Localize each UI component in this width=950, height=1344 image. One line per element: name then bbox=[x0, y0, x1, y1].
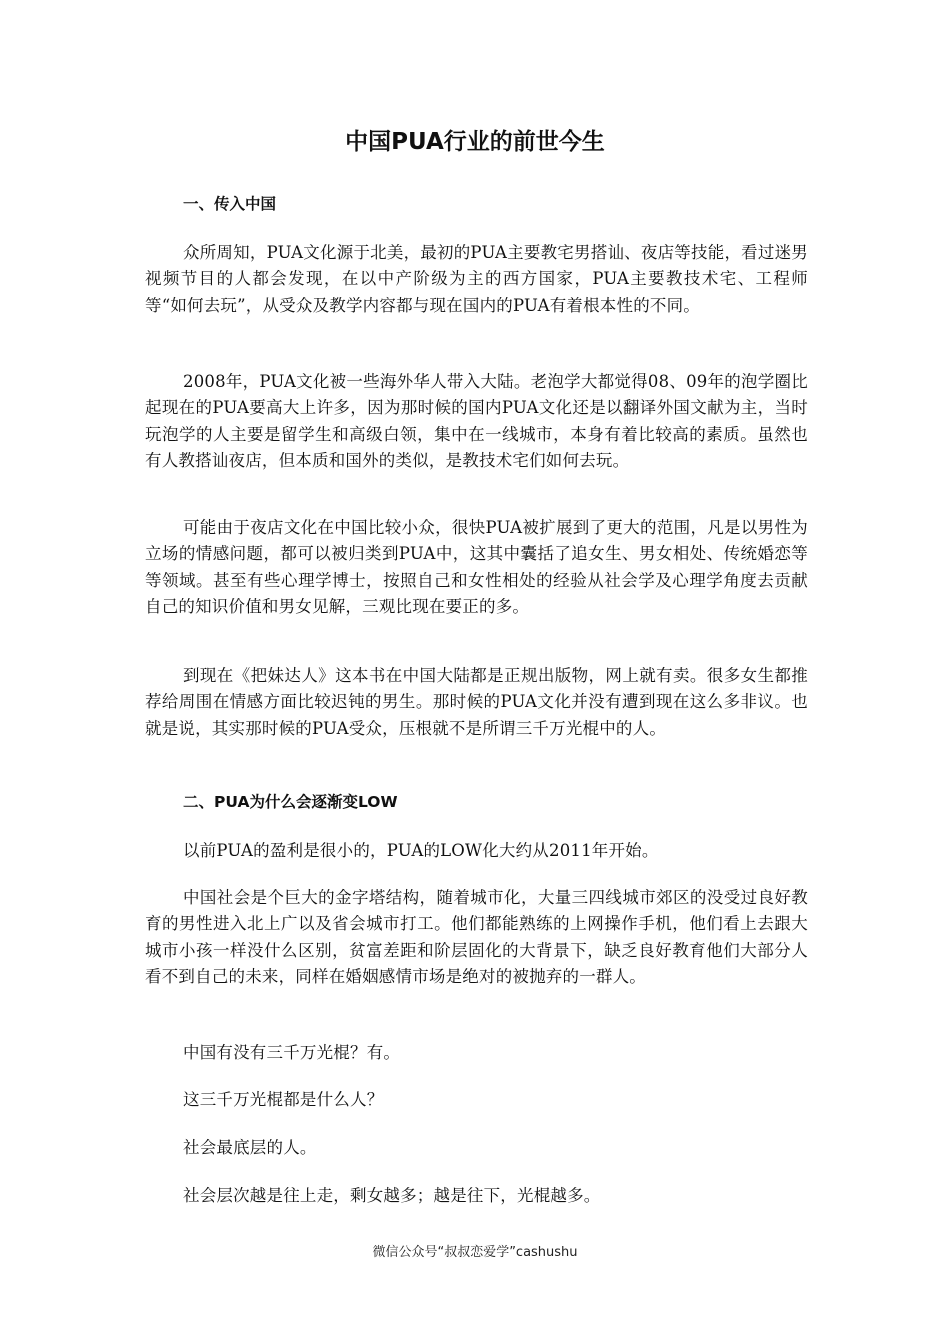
paragraph-8: 这三千万光棍都是什么人？ bbox=[183, 1090, 384, 1109]
paragraph-1: 众所周知，PUA文化源于北美，最初的PUA主要教宅男搭讪、夜店等技能，看过迷男视频节目的人都会发现，在以中产阶级为主的西方国家，PUA主要教技术宅、工程师等“如何去玩”，从受众及教学内容都与现在国内的PUA有着根本性的不同。 bbox=[145, 243, 808, 315]
paragraph-6: 中国社会是个巨大的金字塔结构，随着城市化，大量三四线城市郊区的没受过良好教育的男性进入北上广以及省会城市打工。他们都能熟练的上网操作手机，他们看上去跟大城市小孩一样没什么区别，贫富差距和阶层固化的大背景下，缺乏良好教育他们大部分人看不到自己的未来，同样在婚姻感情市场是绝对的被抛弃的一群人。 bbox=[145, 888, 808, 987]
document-title: 中国PUA行业的前世今生 bbox=[345, 129, 605, 155]
paragraph-10: 社会层次越是往上走，剩女越多；越是往下，光棍越多。 bbox=[183, 1186, 601, 1205]
paragraph-4: 到现在《把妹达人》这本书在中国大陆都是正规出版物，网上就有卖。很多女生都推荐给周围在情感方面比较迟钝的男生。那时候的PUA文化并没有遭到现在这么多非议。也就是说，其实那时候的PUA受众，压根就不是所谓三千万光棍中的人。 bbox=[145, 666, 808, 738]
page-footer: 微信公众号“叔叔恋爱学”cashushu bbox=[372, 1245, 578, 1260]
paragraph-7: 中国有没有三千万光棍？有。 bbox=[183, 1043, 401, 1062]
paragraph-3: 可能由于夜店文化在中国比较小众，很快PUA被扩展到了更大的范围，凡是以男性为立场的情感问题，都可以被归类到PUA中，这其中囊括了追女生、男女相处、传统婚恋等等领域。甚至有些心理学博士，按照自己和女性相处的经验从社会学及心理学角度去贡献自己的知识价值和男女见解，三观比现在要正的多。 bbox=[145, 518, 808, 617]
paragraph-2: 2008年，PUA文化被一些海外华人带入大陆。老泡学大都觉得08、09年的泡学圈比起现在的PUA要高大上许多，因为那时候的国内PUA文化还是以翻译外国文献为主，当时玩泡学的人主要是留学生和高级白领，集中在一线城市，本身有着比较高的素质。虽然也有人教搭讪夜店，但本质和国外的类似，是教技术宅们如何去玩。 bbox=[145, 372, 808, 471]
paragraph-9: 社会最底层的人。 bbox=[183, 1138, 317, 1157]
section-heading-1: 一、传入中国 bbox=[183, 195, 277, 213]
paragraph-5: 以前PUA的盈利是很小的，PUA的LOW化大约从2011年开始。 bbox=[183, 841, 659, 860]
section-heading-2: 二、PUA为什么会逐渐变LOW bbox=[183, 793, 398, 811]
